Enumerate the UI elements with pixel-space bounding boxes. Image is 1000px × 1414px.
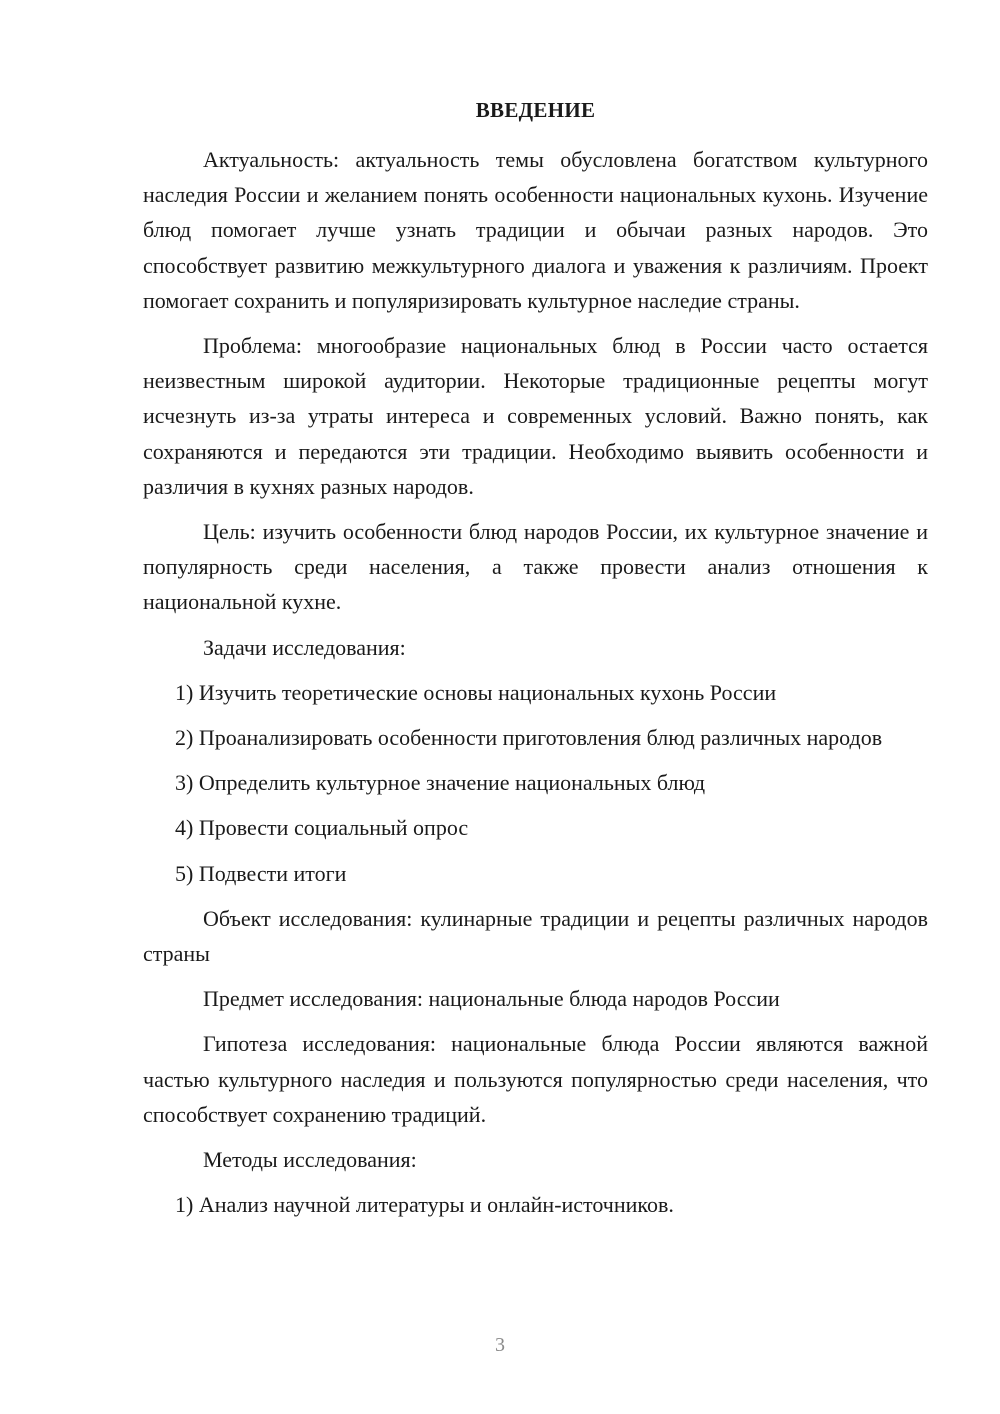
task-item: 5) Подвести итоги — [175, 860, 347, 886]
task-item: 4) Провести социальный опрос — [175, 815, 469, 841]
method-item: 1) Анализ научной литературы и онлайн-источников. — [175, 1192, 674, 1218]
goal-paragraph: Цель: изучить особенности блюд народов России, их культурное значение и популярность среди населения, а также провести анализ отношения к национальной кухне. — [143, 519, 928, 615]
problem-paragraph: Проблема: многообразие национальных блюд в России часто остается неизвестным широкой аудитории. Некоторые традиционные рецепты могут исчезнуть из-за утраты интереса и современных условий. Важно понять, как сохраняются и передаются эти традиции. Необходимо выявить особенности и различия в кухнях разных народов. — [143, 333, 928, 499]
page-title: ВВЕДЕНИЕ — [475, 98, 596, 122]
methods-heading: Методы исследования: — [203, 1147, 417, 1173]
task-item: 3) Определить культурное значение национальных блюд — [175, 770, 706, 796]
page-content — [143, 94, 928, 1232]
page-number: 3 — [495, 1334, 505, 1356]
hypothesis-paragraph: Гипотеза исследования: национальные блюда России являются важной частью культурного наследия и пользуются популярностью среди населения, что способствует сохранению традиций. — [143, 1031, 928, 1127]
subject-paragraph: Предмет исследования: национальные блюда народов России — [203, 986, 780, 1012]
task-item: 1) Изучить теоретические основы национальных кухонь России — [175, 679, 777, 705]
tasks-heading: Задачи исследования: — [203, 634, 406, 660]
task-item: 2) Проанализировать особенности приготовления блюд различных народов — [175, 725, 883, 751]
relevance-paragraph: Актуальность: актуальность темы обусловлена богатством культурного наследия России и желанием понять особенности национальных кухонь. Изучение блюд помогает лучше узнать традиции и обычаи разных народов. Это способствует развитию межкультурного диалога и уважения к различиям. Проект помогает сохранить и популяризировать культурное наследие страны. — [143, 147, 928, 313]
object-paragraph: Объект исследования: кулинарные традиции и рецепты различных народов страны — [143, 905, 928, 967]
